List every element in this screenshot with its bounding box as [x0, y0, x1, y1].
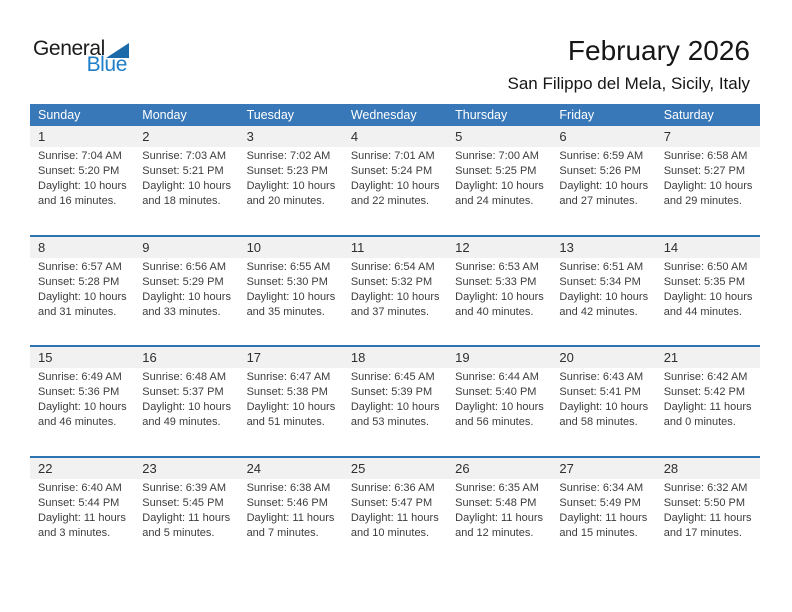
- sunset-text: Sunset: 5:41 PM: [559, 386, 641, 398]
- daylight-text: Daylight: 10 hours and 35 minutes.: [246, 290, 336, 318]
- sunset-text: Sunset: 5:32 PM: [350, 275, 433, 288]
- day-details: [30, 368, 134, 430]
- day-cell: [656, 126, 760, 235]
- weekday-header-row: [30, 104, 760, 126]
- day-cell: [656, 237, 760, 346]
- day-details: [239, 368, 343, 430]
- day-details: [134, 368, 238, 430]
- sunset-text: Sunset: 5:25 PM: [455, 165, 537, 177]
- day-details: [134, 479, 238, 541]
- sunset-text: Sunset: 5:46 PM: [246, 496, 328, 509]
- sunrise-text: Sunrise: 6:39 AM: [142, 481, 227, 494]
- daylight-text: Daylight: 11 hours and 5 minutes.: [142, 511, 231, 539]
- day-cell: [551, 347, 655, 456]
- day-cell: [239, 347, 343, 456]
- sunrise-text: Sunrise: 6:59 AM: [559, 150, 644, 162]
- daylight-text: Daylight: 10 hours and 42 minutes.: [559, 290, 649, 318]
- day-number: 18: [343, 347, 447, 368]
- sunrise-text: Sunrise: 7:04 AM: [38, 150, 122, 162]
- sunrise-text: Sunrise: 6:58 AM: [663, 150, 748, 162]
- day-details: [447, 258, 551, 320]
- day-number: 28: [656, 458, 760, 479]
- logo-word-blue: Blue: [86, 53, 127, 76]
- sunrise-text: Sunrise: 6:34 AM: [559, 481, 644, 494]
- sunrise-text: Sunrise: 6:48 AM: [142, 371, 227, 383]
- day-number: 12: [447, 237, 551, 258]
- sunset-text: Sunset: 5:21 PM: [142, 165, 224, 177]
- daylight-text: Daylight: 10 hours and 56 minutes.: [455, 401, 544, 428]
- weekday-header-cell: Saturday: [663, 108, 714, 122]
- day-number: 25: [343, 458, 447, 479]
- day-number: 27: [551, 458, 655, 479]
- day-cell: [134, 347, 238, 456]
- daylight-text: Daylight: 10 hours and 33 minutes.: [142, 290, 231, 318]
- day-details: [343, 258, 447, 320]
- sunrise-text: Sunrise: 7:00 AM: [455, 150, 539, 162]
- sunrise-text: Sunrise: 6:40 AM: [38, 481, 122, 494]
- sunset-text: Sunset: 5:26 PM: [559, 165, 641, 177]
- sunset-text: Sunset: 5:49 PM: [559, 496, 641, 509]
- day-number: 7: [656, 126, 760, 147]
- day-number: 16: [134, 347, 238, 368]
- day-number: 14: [656, 237, 760, 258]
- day-cell: [30, 458, 134, 567]
- daylight-text: Daylight: 10 hours and 18 minutes.: [142, 180, 231, 207]
- day-cell: [239, 126, 343, 235]
- daylight-text: Daylight: 10 hours and 29 minutes.: [663, 180, 753, 207]
- day-details: [343, 147, 447, 209]
- daylight-text: Daylight: 11 hours and 7 minutes.: [246, 511, 335, 539]
- sunrise-text: Sunrise: 6:36 AM: [350, 481, 435, 494]
- day-number: 10: [239, 237, 343, 258]
- day-number: 9: [134, 237, 238, 258]
- day-details: [30, 258, 134, 320]
- day-details: [134, 147, 238, 209]
- daylight-text: Daylight: 11 hours and 15 minutes.: [559, 511, 648, 539]
- day-details: [656, 479, 760, 541]
- sunset-text: Sunset: 5:45 PM: [142, 496, 224, 509]
- sunset-text: Sunset: 5:48 PM: [455, 496, 537, 509]
- day-details: [239, 147, 343, 209]
- sunset-text: Sunset: 5:24 PM: [350, 165, 433, 177]
- day-number: 3: [239, 126, 343, 147]
- day-cell: [239, 458, 343, 567]
- sunrise-text: Sunrise: 6:44 AM: [455, 371, 539, 383]
- day-cell: [134, 237, 238, 346]
- day-cell: [447, 126, 551, 235]
- day-cell: [134, 458, 238, 567]
- sunrise-text: Sunrise: 7:02 AM: [246, 150, 331, 162]
- sunset-text: Sunset: 5:23 PM: [246, 165, 328, 177]
- sunrise-text: Sunrise: 6:45 AM: [350, 371, 435, 383]
- day-details: [343, 368, 447, 430]
- daylight-text: Daylight: 10 hours and 58 minutes.: [559, 401, 649, 428]
- general-blue-logo: [33, 38, 127, 75]
- day-details: [134, 258, 238, 320]
- sunrise-text: Sunrise: 6:55 AM: [246, 260, 331, 273]
- daylight-text: Daylight: 10 hours and 31 minutes.: [38, 290, 127, 318]
- day-details: [30, 479, 134, 541]
- day-number: 6: [551, 126, 655, 147]
- day-cell: [343, 347, 447, 456]
- day-cell: [656, 458, 760, 567]
- weekday-header-cell: Friday: [559, 108, 595, 122]
- daylight-text: Daylight: 11 hours and 0 minutes.: [663, 401, 752, 428]
- day-cell: [551, 458, 655, 567]
- day-details: [656, 147, 760, 209]
- day-details: [239, 479, 343, 541]
- day-number: 4: [343, 126, 447, 147]
- day-number: 22: [30, 458, 134, 479]
- title-block: [507, 34, 750, 94]
- day-details: [656, 368, 760, 430]
- day-cell: [447, 347, 551, 456]
- daylight-text: Daylight: 10 hours and 53 minutes.: [350, 401, 440, 428]
- sunset-text: Sunset: 5:44 PM: [38, 496, 120, 509]
- daylight-text: Daylight: 10 hours and 51 minutes.: [246, 401, 336, 428]
- day-cell: [551, 126, 655, 235]
- day-cell: [134, 126, 238, 235]
- day-cell: [551, 237, 655, 346]
- sunset-text: Sunset: 5:50 PM: [663, 496, 746, 509]
- daylight-text: Daylight: 10 hours and 22 minutes.: [350, 180, 440, 207]
- sunset-text: Sunset: 5:20 PM: [38, 165, 120, 177]
- sunrise-text: Sunrise: 6:53 AM: [455, 260, 539, 273]
- sunset-text: Sunset: 5:39 PM: [350, 386, 433, 398]
- calendar-table: [30, 104, 760, 566]
- day-details: [239, 258, 343, 320]
- day-number: 11: [343, 237, 447, 258]
- day-details: [656, 258, 760, 320]
- sunset-text: Sunset: 5:40 PM: [455, 386, 537, 398]
- day-number: 20: [551, 347, 655, 368]
- sunrise-text: Sunrise: 6:57 AM: [38, 260, 122, 273]
- day-cell: [343, 126, 447, 235]
- sunset-text: Sunset: 5:34 PM: [559, 275, 641, 288]
- sunrise-text: Sunrise: 7:03 AM: [142, 150, 227, 162]
- week-row: [30, 345, 760, 456]
- daylight-text: Daylight: 10 hours and 46 minutes.: [38, 401, 127, 428]
- day-details: [551, 258, 655, 320]
- sunset-text: Sunset: 5:36 PM: [38, 386, 120, 398]
- sunrise-text: Sunrise: 7:01 AM: [350, 150, 435, 162]
- day-number: 8: [30, 237, 134, 258]
- sunrise-text: Sunrise: 6:43 AM: [559, 371, 644, 383]
- day-number: 5: [447, 126, 551, 147]
- sunrise-text: Sunrise: 6:50 AM: [663, 260, 748, 273]
- daylight-text: Daylight: 10 hours and 44 minutes.: [663, 290, 753, 318]
- sunrise-text: Sunrise: 6:49 AM: [38, 371, 122, 383]
- day-cell: [447, 237, 551, 346]
- day-cell: [30, 126, 134, 235]
- weekday-header-cell: Sunday: [38, 108, 81, 122]
- daylight-text: Daylight: 11 hours and 12 minutes.: [455, 511, 543, 539]
- daylight-text: Daylight: 10 hours and 49 minutes.: [142, 401, 231, 428]
- day-cell: [343, 458, 447, 567]
- sunrise-text: Sunrise: 6:42 AM: [663, 371, 748, 383]
- day-cell: [447, 458, 551, 567]
- day-details: [551, 479, 655, 541]
- sunset-text: Sunset: 5:30 PM: [246, 275, 328, 288]
- weeks-container: [30, 126, 760, 566]
- sunset-text: Sunset: 5:28 PM: [38, 275, 120, 288]
- day-number: 24: [239, 458, 343, 479]
- logo-word-general: General: [33, 37, 105, 60]
- daylight-text: Daylight: 10 hours and 20 minutes.: [246, 180, 336, 207]
- day-details: [447, 147, 551, 209]
- day-cell: [343, 237, 447, 346]
- sunrise-text: Sunrise: 6:32 AM: [663, 481, 748, 494]
- day-cell: [656, 347, 760, 456]
- sunrise-text: Sunrise: 6:51 AM: [559, 260, 644, 273]
- sunrise-text: Sunrise: 6:47 AM: [246, 371, 331, 383]
- day-details: [551, 368, 655, 430]
- sunrise-text: Sunrise: 6:54 AM: [350, 260, 435, 273]
- daylight-text: Daylight: 10 hours and 37 minutes.: [350, 290, 440, 318]
- weekday-header-cell: Monday: [142, 108, 187, 122]
- sunset-text: Sunset: 5:35 PM: [663, 275, 746, 288]
- day-details: [343, 479, 447, 541]
- day-details: [551, 147, 655, 209]
- daylight-text: Daylight: 10 hours and 40 minutes.: [455, 290, 544, 318]
- day-details: [30, 147, 134, 209]
- sunset-text: Sunset: 5:27 PM: [663, 165, 746, 177]
- day-cell: [30, 347, 134, 456]
- day-details: [447, 479, 551, 541]
- daylight-text: Daylight: 11 hours and 3 minutes.: [38, 511, 126, 539]
- day-number: 21: [656, 347, 760, 368]
- day-number: 26: [447, 458, 551, 479]
- location-subtitle: San Filippo del Mela, Sicily, Italy: [507, 74, 750, 93]
- week-row: [30, 456, 760, 567]
- sunset-text: Sunset: 5:37 PM: [142, 386, 224, 398]
- day-cell: [239, 237, 343, 346]
- daylight-text: Daylight: 11 hours and 10 minutes.: [350, 511, 439, 539]
- sunset-text: Sunset: 5:47 PM: [350, 496, 433, 509]
- day-number: 17: [239, 347, 343, 368]
- day-number: 23: [134, 458, 238, 479]
- day-number: 1: [30, 126, 134, 147]
- sunrise-text: Sunrise: 6:38 AM: [246, 481, 331, 494]
- sunset-text: Sunset: 5:42 PM: [663, 386, 746, 398]
- week-row: [30, 126, 760, 235]
- weekday-header-cell: Thursday: [455, 108, 508, 122]
- month-title: February 2026: [567, 35, 750, 66]
- day-number: 15: [30, 347, 134, 368]
- day-details: [447, 368, 551, 430]
- day-number: 13: [551, 237, 655, 258]
- sunset-text: Sunset: 5:29 PM: [142, 275, 224, 288]
- sunset-text: Sunset: 5:33 PM: [455, 275, 537, 288]
- daylight-text: Daylight: 11 hours and 17 minutes.: [663, 511, 752, 539]
- sunrise-text: Sunrise: 6:56 AM: [142, 260, 227, 273]
- day-cell: [30, 237, 134, 346]
- weekday-header-cell: Tuesday: [246, 108, 295, 122]
- sunset-text: Sunset: 5:38 PM: [246, 386, 328, 398]
- day-number: 2: [134, 126, 238, 147]
- day-number: 19: [447, 347, 551, 368]
- daylight-text: Daylight: 10 hours and 16 minutes.: [38, 180, 127, 207]
- daylight-text: Daylight: 10 hours and 27 minutes.: [559, 180, 649, 207]
- weekday-header-cell: Wednesday: [350, 108, 417, 122]
- sunrise-text: Sunrise: 6:35 AM: [455, 481, 539, 494]
- daylight-text: Daylight: 10 hours and 24 minutes.: [455, 180, 544, 207]
- week-row: [30, 235, 760, 346]
